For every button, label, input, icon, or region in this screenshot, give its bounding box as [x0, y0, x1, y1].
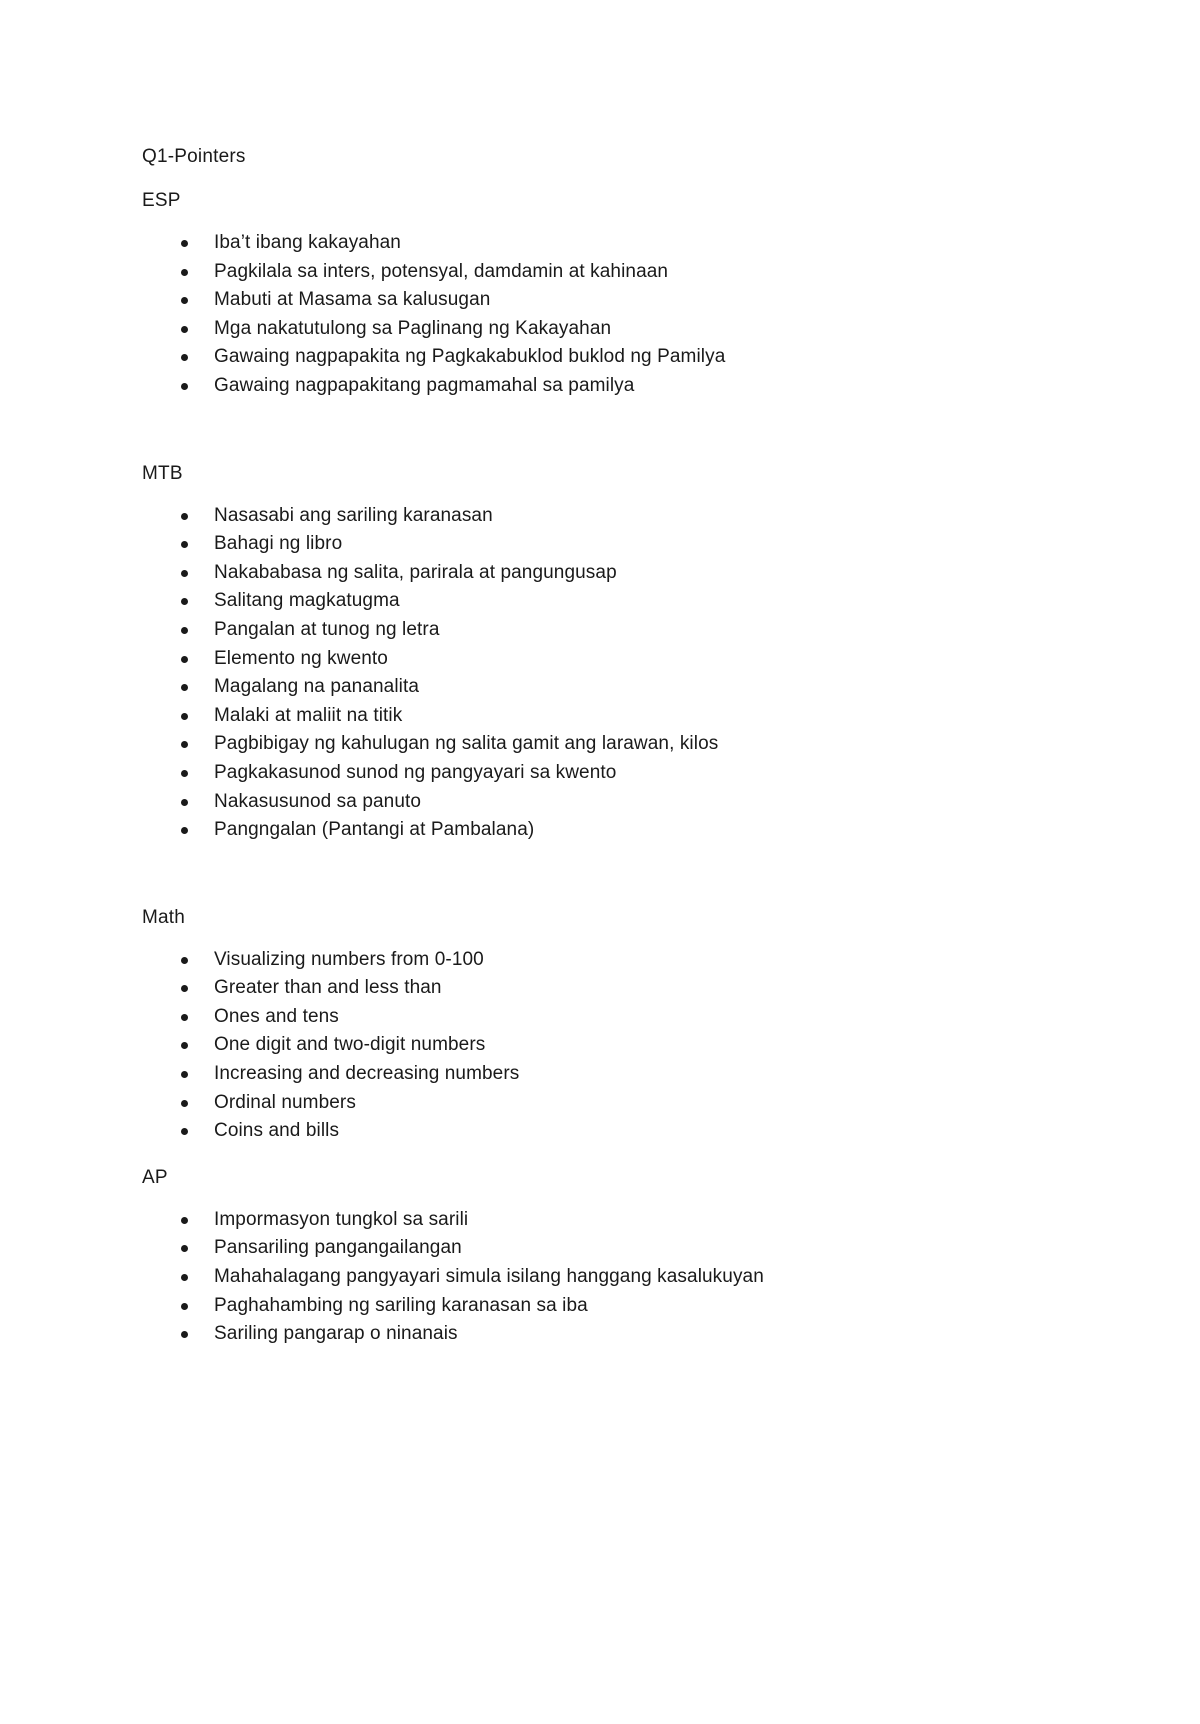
bullet-icon [181, 957, 188, 964]
bullet-icon [181, 1331, 188, 1338]
bullet-icon [181, 1014, 188, 1021]
list-item [142, 1292, 1082, 1321]
bullet-icon [181, 541, 188, 548]
list-item [142, 530, 1082, 559]
bullet-icon [181, 1245, 188, 1252]
bullet-icon [181, 1042, 188, 1049]
list-item [142, 645, 1082, 674]
bullet-icon [181, 598, 188, 605]
list-item [142, 616, 1082, 645]
bullet-icon [181, 799, 188, 806]
section-spacer [142, 401, 1082, 462]
list-item [142, 229, 1082, 258]
bullet-list-ap [142, 1206, 1082, 1349]
list-item [142, 1320, 1082, 1349]
list-item [142, 974, 1082, 1003]
list-item [142, 1003, 1082, 1032]
list-item-text: Nakasusunod sa panuto [214, 790, 422, 812]
bullet-icon [181, 627, 188, 634]
bullet-icon [181, 770, 188, 777]
list-item [142, 946, 1082, 975]
bullet-list-mtb [142, 502, 1082, 845]
list-item [142, 559, 1082, 588]
bullet-icon [181, 1274, 188, 1281]
list-item-text: Mahahalagang pangyayari simula isilang hanggang kasalukuyan [214, 1266, 764, 1288]
list-item-text: Pansariling pangangailangan [214, 1237, 462, 1259]
bullet-icon [181, 1100, 188, 1107]
list-item [142, 1234, 1082, 1263]
list-item-text: Gawaing nagpapakita ng Pagkakabuklod buklod ng Pamilya [214, 346, 726, 368]
section-heading-mtb: MTB [142, 462, 183, 484]
section-heading-ap: AP [142, 1166, 168, 1188]
list-item [142, 1263, 1082, 1292]
list-item-text: Nasasabi ang sariling karanasan [214, 504, 493, 526]
bullet-icon [181, 656, 188, 663]
list-item [142, 587, 1082, 616]
list-item-text: Pagkilala sa inters, potensyal, damdamin at kahinaan [214, 260, 669, 282]
document-content [142, 145, 1082, 1349]
list-item-text: Mabuti at Masama sa kalusugan [214, 289, 491, 311]
list-item-text: Sariling pangarap o ninanais [214, 1323, 458, 1345]
list-item [142, 1089, 1082, 1118]
list-item [142, 343, 1082, 372]
bullet-icon [181, 383, 188, 390]
bullet-icon [181, 326, 188, 333]
bullet-icon [181, 1128, 188, 1135]
section-heading-esp: ESP [142, 190, 181, 211]
list-item [142, 286, 1082, 315]
list-item [142, 816, 1082, 845]
bullet-list-esp [142, 229, 1082, 401]
bullet-icon [181, 713, 188, 720]
section-spacer [142, 845, 1082, 906]
list-item-text: Pangalan at tunog ng letra [214, 618, 440, 640]
section-mtb [142, 462, 1082, 845]
list-item-text: Coins and bills [214, 1120, 340, 1142]
list-item-text: Pagkakasunod sunod ng pangyayari sa kwento [214, 761, 617, 783]
bullet-icon [181, 1217, 188, 1224]
bullet-icon [181, 985, 188, 992]
bullet-icon [181, 297, 188, 304]
list-item-text: Nakababasa ng salita, parirala at pangungusap [214, 561, 617, 583]
list-item-text: Ordinal numbers [214, 1091, 356, 1113]
list-item-text: One digit and two-digit numbers [214, 1034, 486, 1056]
section-heading-math: Math [142, 906, 186, 928]
list-item-text: Pangngalan (Pantangi at Pambalana) [214, 819, 535, 841]
list-item [142, 1060, 1082, 1089]
list-item-text: Iba’t ibang kakayahan [214, 232, 401, 253]
list-item [142, 730, 1082, 759]
bullet-icon [181, 570, 188, 577]
bullet-icon [181, 741, 188, 748]
list-item-text: Increasing and decreasing numbers [214, 1063, 520, 1085]
list-item [142, 673, 1082, 702]
bullet-icon [181, 513, 188, 520]
list-item-text: Gawaing nagpapakitang pagmamahal sa pamilya [214, 374, 635, 396]
bullet-icon [181, 240, 188, 247]
list-item [142, 372, 1082, 401]
list-item-text: Mga nakatutulong sa Paglinang ng Kakayahan [214, 317, 612, 339]
list-item-text: Magalang na pananalita [214, 676, 420, 698]
bullet-icon [181, 354, 188, 361]
bullet-icon [181, 684, 188, 691]
list-item [142, 1031, 1082, 1060]
list-item-text: Impormasyon tungkol sa sarili [214, 1208, 469, 1230]
bullet-icon [181, 827, 188, 834]
section-esp [142, 189, 1082, 401]
section-ap [142, 1166, 1082, 1349]
section-math [142, 906, 1082, 1146]
bullet-list-math [142, 946, 1082, 1146]
document-title: Q1-Pointers [142, 146, 246, 167]
list-item-text: Greater than and less than [214, 977, 442, 999]
list-item-text: Ones and tens [214, 1005, 339, 1027]
list-item-text: Visualizing numbers from 0-100 [214, 948, 484, 970]
list-item [142, 315, 1082, 344]
list-item [142, 759, 1082, 788]
bullet-icon [181, 1303, 188, 1310]
list-item [142, 702, 1082, 731]
list-item [142, 502, 1082, 531]
list-item-text: Paghahambing ng sariling karanasan sa iba [214, 1294, 588, 1316]
list-item [142, 1206, 1082, 1235]
list-item [142, 1117, 1082, 1146]
bullet-icon [181, 1071, 188, 1078]
list-item-text: Bahagi ng libro [214, 533, 343, 555]
list-item-text: Elemento ng kwento [214, 647, 388, 669]
list-item-text: Malaki at maliit na titik [214, 704, 403, 726]
list-item-text: Pagbibigay ng kahulugan ng salita gamit ang larawan, kilos [214, 733, 719, 755]
list-item [142, 788, 1082, 817]
bullet-icon [181, 269, 188, 276]
section-spacer [142, 1146, 1082, 1166]
list-item-text: Salitang magkatugma [214, 590, 400, 612]
list-item [142, 258, 1082, 287]
